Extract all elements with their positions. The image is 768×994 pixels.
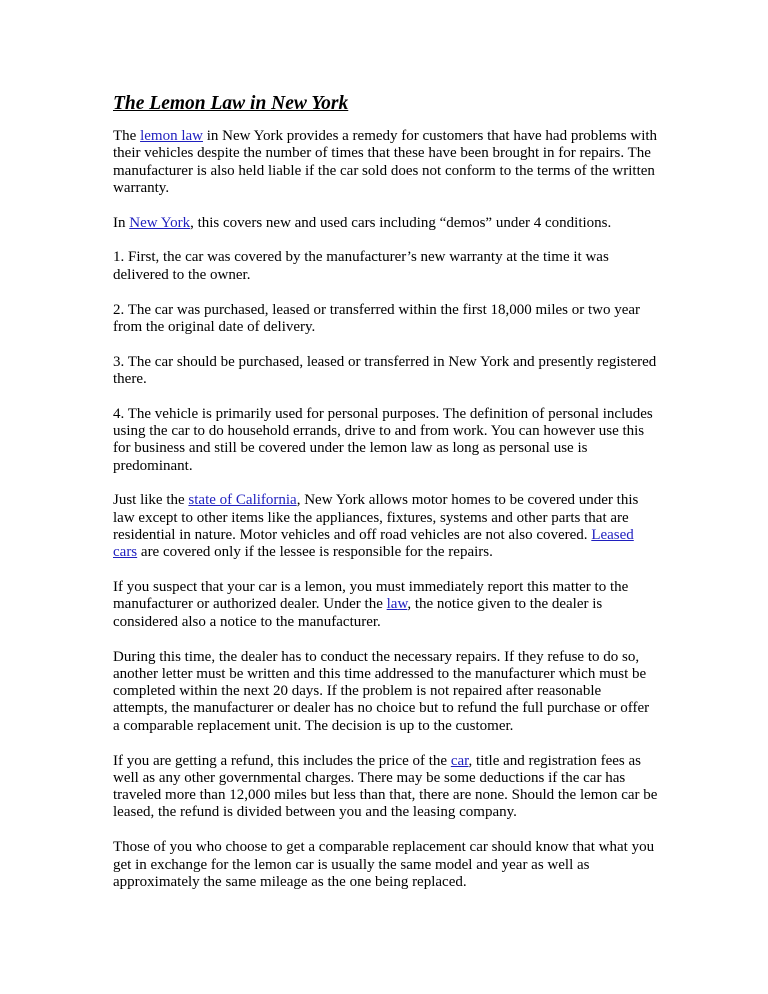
paragraph-california [113, 492, 658, 561]
paragraph-replacement: Those of you who choose to get a comparable replacement car should know that what you get in exchange for the lemon car is usually the same model and year as well as approximately the same mileage as the one being replaced. [113, 839, 655, 890]
text: in New York provides a remedy for customers that have had problems with their vehicles despite the number of times that these have been brought in for repairs. The manufacturer is also held liable if the car sold does not conform to the terms of the written warranty. [113, 128, 658, 196]
paragraph-condition-2: 2. The car was purchased, leased or transferred within the first 18,000 miles or two year from the original date of delivery. [113, 301, 641, 335]
law-link[interactable]: law [386, 596, 408, 613]
lemon-law-link[interactable]: lemon law [140, 128, 203, 144]
text: Just like the [113, 492, 189, 509]
new-york-link[interactable]: New York [129, 214, 191, 231]
paragraph-report [113, 579, 658, 631]
text: , this covers new and used cars including “demos” under 4 conditions. [190, 214, 612, 231]
paragraph-condition-1: 1. First, the car was covered by the manufacturer’s new warranty at the time it was delivered to the owner. [113, 249, 609, 283]
paragraph-conditions-intro [113, 215, 658, 232]
paragraph-refund [113, 753, 658, 822]
document-title: The Lemon Law in New York [113, 93, 349, 114]
paragraph-intro [113, 128, 658, 197]
text: In [113, 214, 130, 231]
text: If you suspect that your car is a lemon, you must immediately report this matter to the manufacturer or authorized dealer. Under the [113, 579, 629, 613]
text: If you are getting a refund, this includes the price of the [113, 752, 451, 769]
paragraph-repairs: During this time, the dealer has to conduct the necessary repairs. If they refuse to do so, another letter must be written and this time addressed to the manufacturer which must be completed within the next 20 days. If the problem is not repaired after reasonable attempts, the manufacturer or dealer has no choice but to refund the full purchase or offer a comparable replacement unit. The decision is up to the customer. [113, 648, 650, 734]
state-of-california-link[interactable]: state of California [188, 492, 297, 509]
text: The [113, 128, 141, 144]
text: are covered only if the lessee is responsible for the repairs. [137, 544, 493, 561]
paragraph-condition-4: 4. The vehicle is primarily used for personal purposes. The definition of personal includes using the car to do household errands, drive to and from work. You can however use this for business and still be covered under the lemon law as long as personal use is predominant. [113, 405, 653, 474]
paragraph-condition-3: 3. The car should be purchased, leased or transferred in New York and presently registered there. [113, 353, 657, 387]
text: , New York allows motor homes to be covered under this law except to other items like the appliances, fixtures, systems and other parts that are residential in nature. Motor vehicles and off road vehicles are not also covered. [113, 492, 639, 544]
leased-cars-link[interactable]: Leased cars [113, 527, 634, 561]
car-link[interactable]: car [450, 752, 469, 769]
text: , title and registration fees as well as any other governmental charges. There may be some deductions if the car has traveled more than 12,000 miles but less than that, there are none. Should the lemon car be leased, the refund is divided between you and the leasing company. [113, 752, 658, 821]
text: , the notice given to the dealer is considered also a notice to the manufacturer. [113, 596, 603, 630]
document-page [113, 92, 658, 909]
